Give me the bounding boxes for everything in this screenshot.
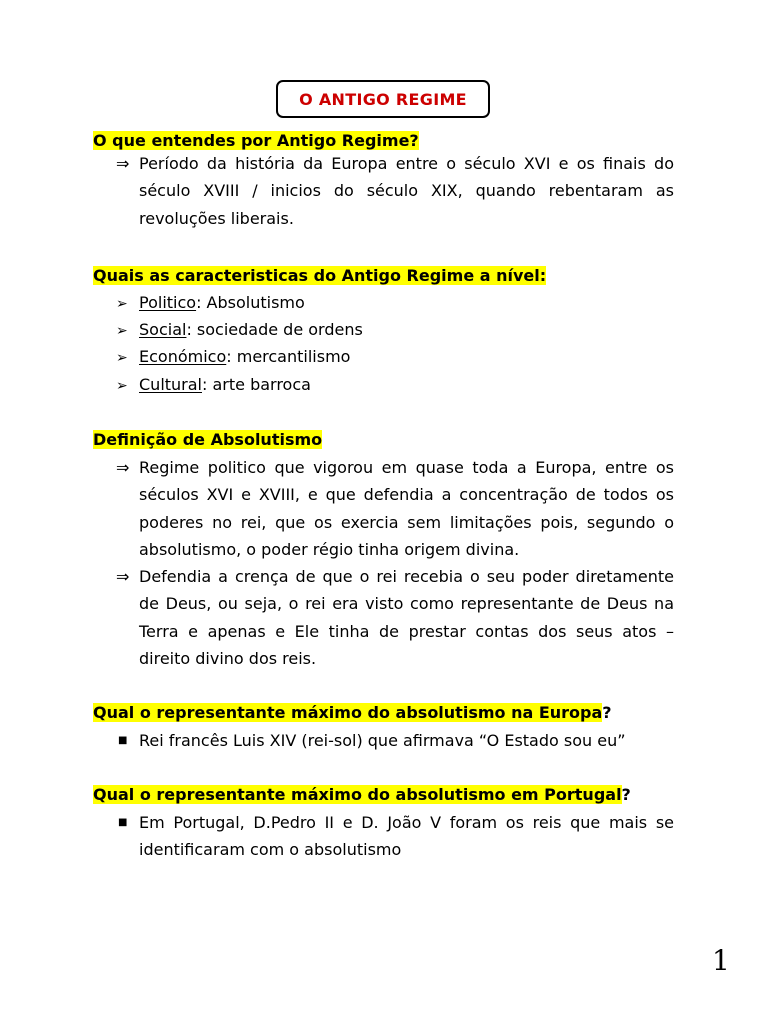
chevron-right-icon: ➢ [116, 296, 128, 312]
answer-3a-text: Regime politico que vigorou em quase toda a Europa, entre os séculos XVI e XVIII, e que defendia a concentração de todos os poderes no rei, que os exercia sem limitações pois, segundo o absolutismo, o poder régio tinha origem divina. [139, 458, 674, 559]
square-bullet-icon: ■ [118, 735, 128, 746]
characteristic-label: Cultural [139, 375, 202, 394]
answer-3b-text: Defendia a crença de que o rei recebia o seu poder diretamente de Deus, ou seja, o rei era visto como representante de Deus na Terra e apenas e Ele tinha de prestar contas dos seus atos – direito divino dos reis. [139, 567, 674, 668]
list-item [116, 346, 350, 369]
page-number: 1 [712, 944, 730, 977]
answer-3a [116, 454, 674, 563]
characteristic-value: : Absolutismo [196, 293, 305, 312]
question-4 [93, 702, 612, 724]
title-box [276, 80, 490, 118]
chevron-right-icon: ➢ [116, 323, 128, 339]
chevron-right-icon: ➢ [116, 378, 128, 394]
double-arrow-icon: ⇒ [116, 154, 130, 173]
question-2 [93, 265, 546, 287]
answer-5-text: Em Portugal, D.Pedro II e D. João V foram os reis que mais se identificaram com o absolutismo [139, 813, 674, 860]
characteristic-label: Politico [139, 293, 197, 312]
question-2-text: Quais as caracteristicas do Antigo Regime a nível: [93, 266, 547, 285]
characteristic-value: : mercantilismo [226, 347, 351, 366]
question-4-text: Qual o representante máximo do absolutismo na Europa [93, 703, 603, 722]
question-5-mark: ? [621, 785, 631, 804]
characteristic-label: Económico [139, 347, 227, 366]
characteristic-value: : arte barroca [202, 375, 311, 394]
question-5-text: Qual o representante máximo do absolutismo em Portugal [93, 785, 622, 804]
answer-1 [116, 150, 674, 232]
double-arrow-icon: ⇒ [116, 458, 130, 477]
question-1 [93, 130, 419, 152]
answer-5 [116, 809, 674, 864]
question-3-text: Definição de Absolutismo [93, 430, 323, 449]
list-item [116, 374, 311, 397]
answer-4-text: Rei francês Luis XIV (rei-sol) que afirmava “O Estado sou eu” [139, 731, 626, 750]
list-item [116, 319, 363, 342]
question-5 [93, 784, 631, 806]
double-arrow-icon: ⇒ [116, 567, 130, 586]
page-title: O ANTIGO REGIME [299, 89, 467, 109]
question-3 [93, 429, 322, 451]
characteristic-value: : sociedade de ordens [186, 320, 363, 339]
answer-3b [116, 563, 674, 672]
chevron-right-icon: ➢ [116, 350, 128, 366]
answer-1-text: Período da história da Europa entre o século XVI e os finais do século XVIII / inicios do século XIX, quando rebentaram as revoluções liberais. [139, 154, 674, 228]
characteristic-label: Social [139, 320, 187, 339]
question-4-mark: ? [602, 703, 612, 722]
list-item [116, 292, 305, 315]
answer-4 [116, 727, 674, 754]
square-bullet-icon: ■ [118, 817, 128, 828]
question-1-text: O que entendes por Antigo Regime? [93, 131, 419, 150]
